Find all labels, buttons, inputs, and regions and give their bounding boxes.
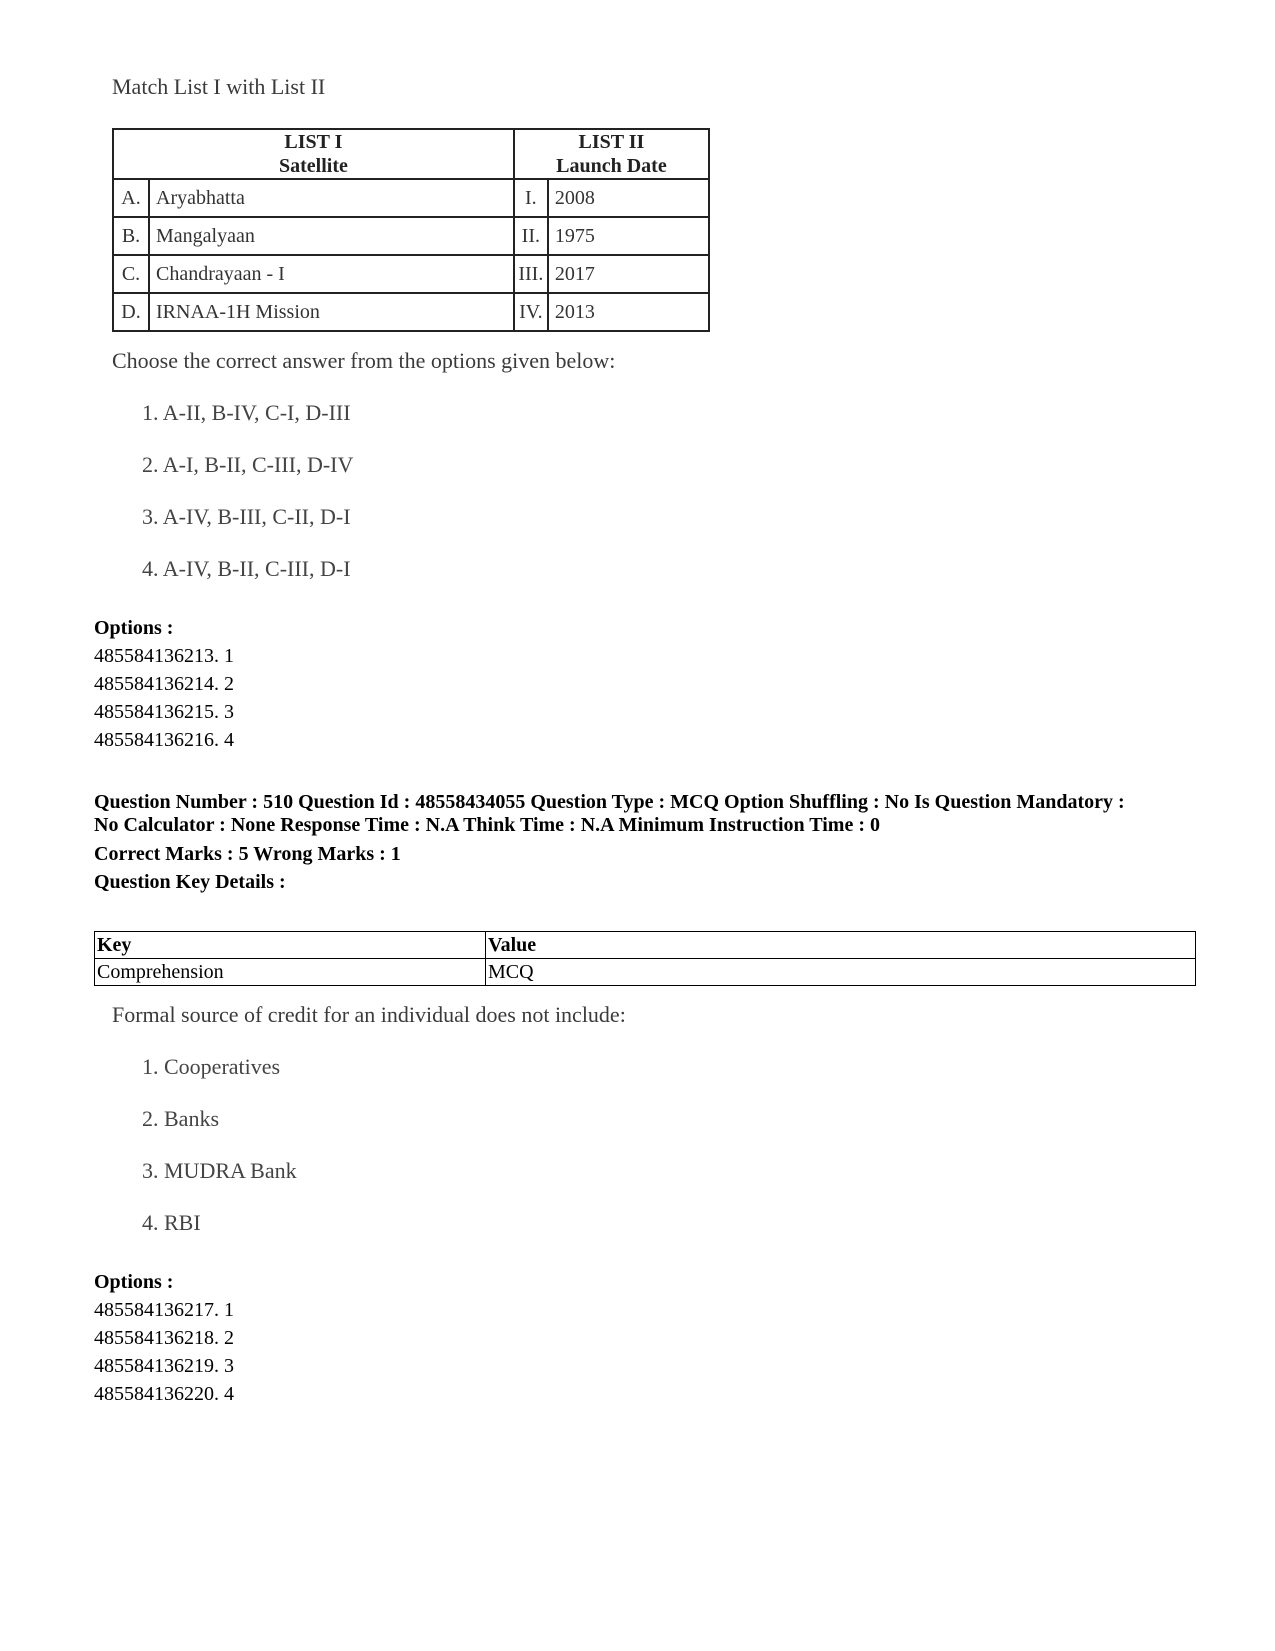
- q2-option-3: 485584136219. 3: [94, 1355, 234, 1377]
- table-row: [95, 932, 1196, 959]
- q2-meta-line2: No Calculator : None Response Time : N.A Think Time : N.A Minimum Instruction Time : 0: [94, 814, 880, 836]
- q1-option-2: 485584136214. 2: [94, 673, 234, 695]
- q2-key-details-label: Question Key Details :: [94, 871, 286, 893]
- launch-date: 2008: [548, 179, 709, 217]
- table-row: [113, 293, 709, 331]
- satellite-name: Mangalyaan: [149, 217, 514, 255]
- row-letter: B.: [113, 217, 149, 255]
- kv-key: Comprehension: [95, 959, 486, 986]
- q1-option-3: 485584136215. 3: [94, 701, 234, 723]
- launch-date: 1975: [548, 217, 709, 255]
- q1-choice-1: 1. A-II, B-IV, C-I, D-III: [142, 400, 351, 425]
- q2-marks: Correct Marks : 5 Wrong Marks : 1: [94, 843, 401, 865]
- row-letter: D.: [113, 293, 149, 331]
- row-letter: A.: [113, 179, 149, 217]
- q2-options-label: Options :: [94, 1271, 174, 1293]
- kv-value: MCQ: [486, 959, 1196, 986]
- row-letter: C.: [113, 255, 149, 293]
- row-roman: I.: [514, 179, 548, 217]
- q2-prompt: Formal source of credit for an individual does not include:: [112, 1002, 626, 1027]
- row-roman: IV.: [514, 293, 548, 331]
- kv-header-value: Value: [486, 932, 1196, 959]
- q1-choice-3: 3. A-IV, B-III, C-II, D-I: [142, 504, 351, 529]
- q2-choice-3: 3. MUDRA Bank: [142, 1158, 297, 1183]
- launch-date: 2017: [548, 255, 709, 293]
- q1-options-label: Options :: [94, 617, 174, 639]
- row-roman: III.: [514, 255, 548, 293]
- q1-prompt: Match List I with List II: [112, 74, 326, 99]
- row-roman: II.: [514, 217, 548, 255]
- match-table: [112, 128, 710, 332]
- q2-choice-4: 4. RBI: [142, 1210, 201, 1235]
- q2-option-2: 485584136218. 2: [94, 1327, 234, 1349]
- list1-header: LIST I Satellite: [113, 129, 514, 179]
- q2-choice-2: 2. Banks: [142, 1106, 219, 1131]
- q2-option-4: 485584136220. 4: [94, 1383, 234, 1405]
- satellite-name: Chandrayaan - I: [149, 255, 514, 293]
- q1-choice-2: 2. A-I, B-II, C-III, D-IV: [142, 452, 354, 477]
- launch-date: 2013: [548, 293, 709, 331]
- q1-option-4: 485584136216. 4: [94, 729, 234, 751]
- q1-choice-4: 4. A-IV, B-II, C-III, D-I: [142, 556, 351, 581]
- list2-header: LIST II Launch Date: [514, 129, 709, 179]
- satellite-name: Aryabhatta: [149, 179, 514, 217]
- table-row: [113, 255, 709, 293]
- table-row: [113, 179, 709, 217]
- key-details-table: [94, 931, 1196, 986]
- q2-meta-line1: Question Number : 510 Question Id : 48558434055 Question Type : MCQ Option Shuffling : No Is Question Mandatory :: [94, 791, 1125, 813]
- match-table-header: [113, 129, 709, 179]
- satellite-name: IRNAA-1H Mission: [149, 293, 514, 331]
- q1-instruction: Choose the correct answer from the options given below:: [112, 348, 616, 373]
- kv-header-key: Key: [95, 932, 486, 959]
- q2-option-1: 485584136217. 1: [94, 1299, 234, 1321]
- q2-choice-1: 1. Cooperatives: [142, 1054, 281, 1079]
- q1-option-1: 485584136213. 1: [94, 645, 234, 667]
- table-row: [113, 217, 709, 255]
- table-row: [95, 959, 1196, 986]
